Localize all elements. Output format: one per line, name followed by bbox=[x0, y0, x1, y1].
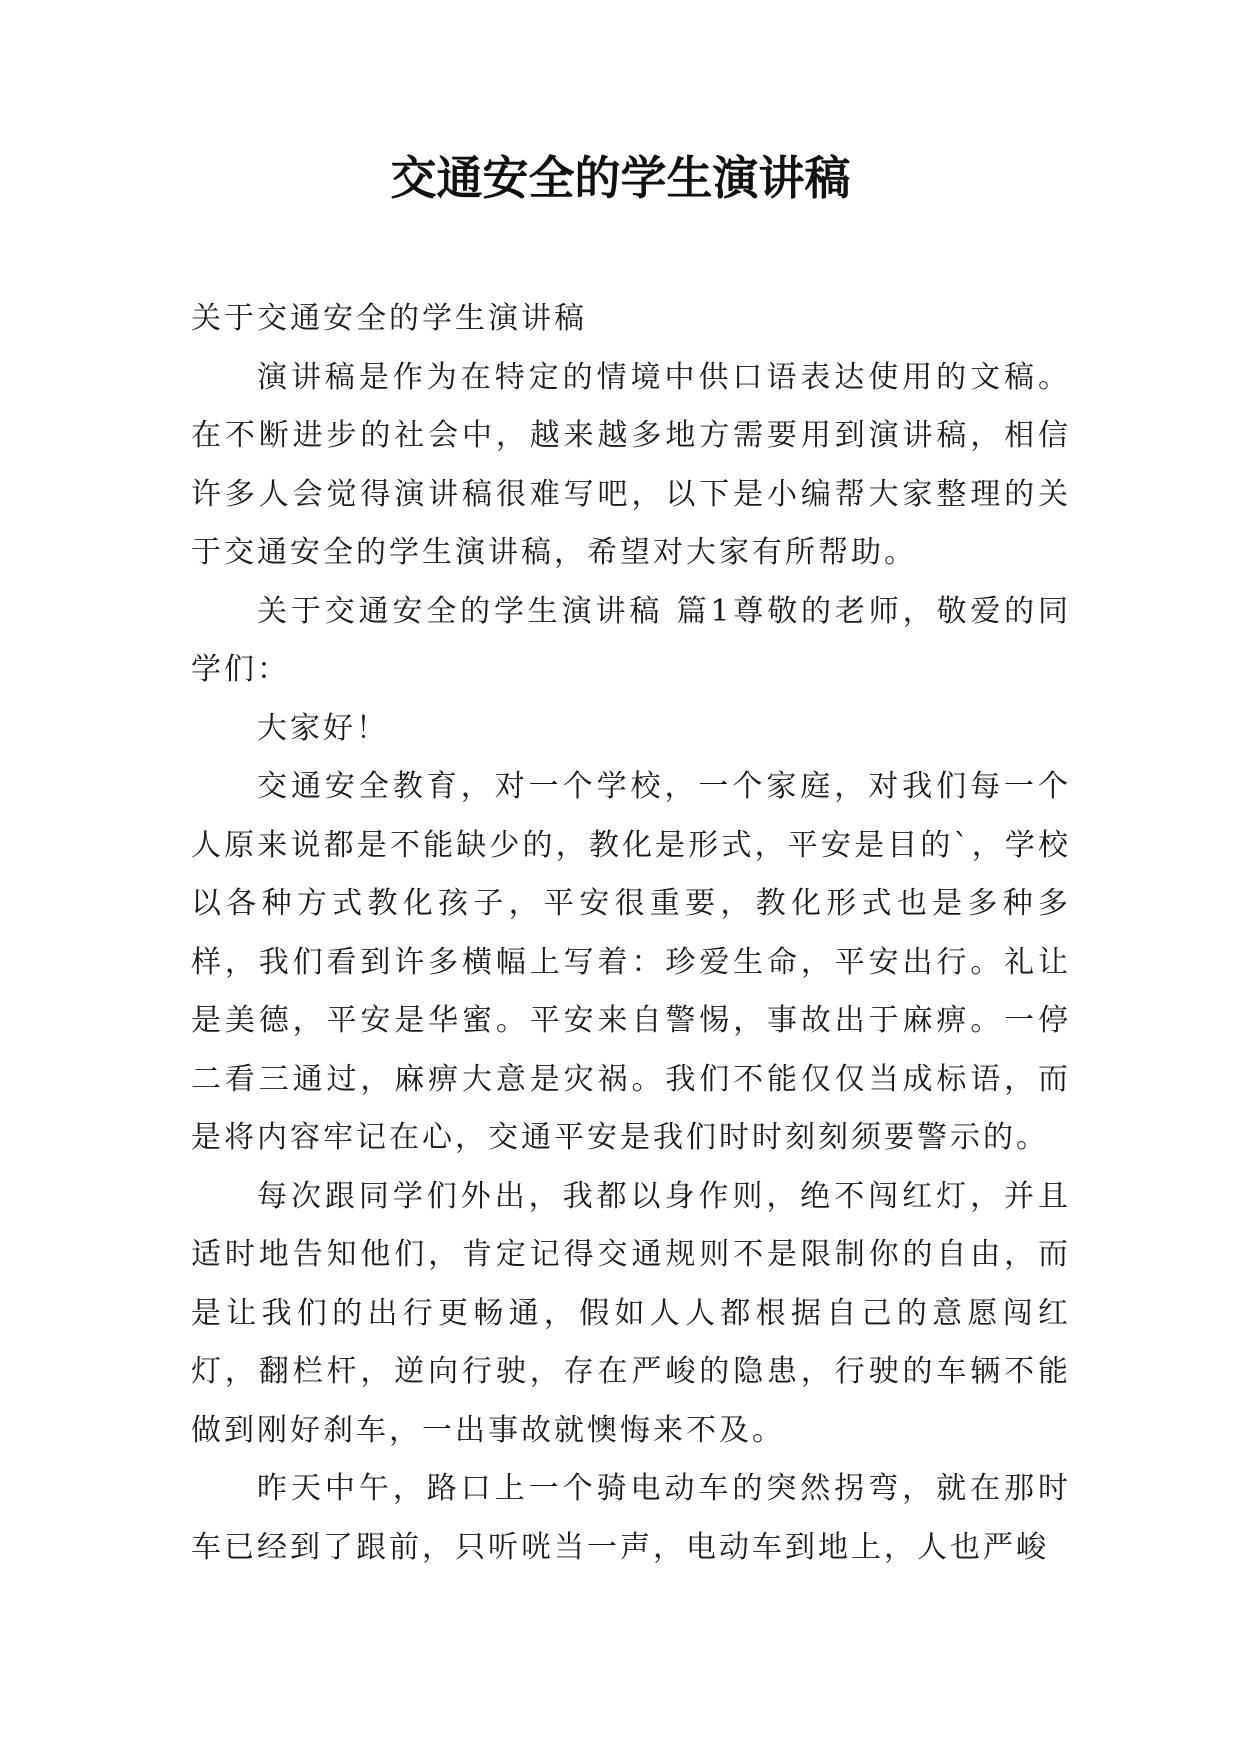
document-title: 交通安全的学生演讲稿 bbox=[390, 151, 851, 205]
paragraph: 昨天中午，路口上一个骑电动车的突然拐弯，就在那时车已经到了跟前，只听咣当一声，电动车到地上，人也严峻 bbox=[191, 1471, 1071, 1565]
paragraph: 关于交通安全的学生演讲稿 篇1尊敬的老师，敬爱的同学们： bbox=[191, 593, 1071, 687]
paragraph: 演讲稿是作为在特定的情境中供口语表达使用的文稿。在不断进步的社会中，越来越多地方需要用到演讲稿，相信许多人会觉得演讲稿很难写吧，以下是小编帮大家整理的关于交通安全的学生演讲稿，希望对大家有所帮助。 bbox=[191, 359, 1071, 570]
paragraph: 每次跟同学们外出，我都以身作则，绝不闯红灯，并且适时地告知他们，肯定记得交通规则不是限制你的自由，而是让我们的出行更畅通，假如人人都根据自己的意愿闯红灯，翻栏杆，逆向行驶，存在严峻的隐患，行驶的车辆不能做到刚好刹车，一出事故就懊悔来不及。 bbox=[191, 1178, 1071, 1448]
paragraph: 大家好！ bbox=[257, 710, 389, 746]
paragraph: 交通安全教育，对一个学校，一个家庭，对我们每一个人原来说都是不能缺少的，教化是形式，平安是目的`，学校以各种方式教化孩子，平安很重要，教化形式也是多种多样，我们看到许多横幅上写着：珍爱生命，平安出行。礼让是美德，平安是华蜜。平安来自警惕，事故出于麻痹。一停二看三通过，麻痹大意是灾祸。我们不能仅仅当成标语，而是将内容牢记在心，交通平安是我们时时刻刻须要警示的。 bbox=[191, 769, 1071, 1155]
document-body bbox=[191, 290, 1071, 1577]
paragraph: 关于交通安全的学生演讲稿 bbox=[191, 301, 587, 336]
